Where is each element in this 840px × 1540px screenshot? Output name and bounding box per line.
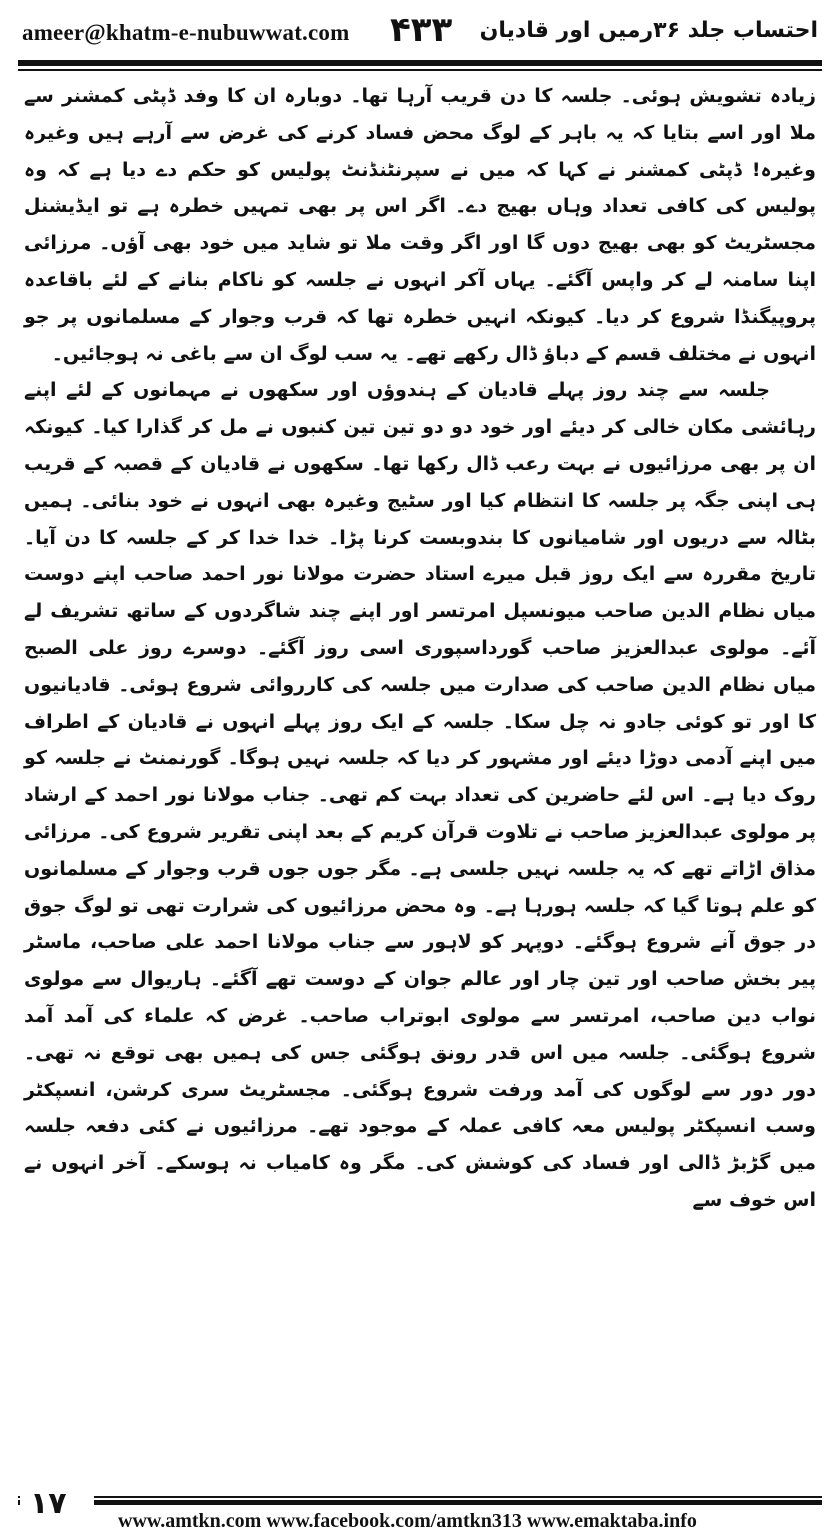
- page-header: [18, 8, 822, 56]
- body-text: [24, 78, 816, 1219]
- paragraph-2: جلسہ سے چند روز پہلے قادیان کے ہندوؤں اور سکھوں نے مہمانوں کے لئے اپنے رہائشی مکان خالی کر دیئے اور خود دو دو تین تین کنبوں نے مل کر گذارا کیا۔ کیونکہ ان پر بھی مرزائیوں نے بہت رعب ڈال رکھا تھا۔ سکھوں نے قادیان کے قصبہ کے قریب ہی اپنی جگہ پر جلسہ کا انتظام کیا اور سٹیج وغیرہ بھی انہوں نے خود بنائی۔ ہمیں بٹالہ سے دریوں اور شامیانوں کا بندوبست کرنا پڑا۔ خدا خدا کر کے جلسہ کا دن آیا۔ تاریخ مقررہ سے ایک روز قبل میرے استاد حضرت مولانا نور احمد صاحب اپنے دوست میاں نظام الدین صاحب میونسپل امرتسر اور اپنے چند شاگردوں کے ساتھ تشریف لے آئے۔ مولوی عبدالعزیز صاحب گورداسپوری اسی روز آگئے۔ دوسرے روز علی الصبح میاں نظام الدین صاحب کی صدارت میں جلسہ کی کارروائی شروع ہوئی۔ قادیانیوں کا اور تو کوئی جادو نہ چل سکا۔ جلسہ کے ایک روز پہلے انہوں نے قادیان کے اطراف میں اپنے آدمی دوڑا دیئے اور مشہور کر دیا کہ جلسہ نہیں ہوگا۔ گورنمنٹ نے جلسہ کو روک دیا ہے۔ اس لئے حاضرین کی تعداد بہت کم تھی۔ جناب مولانا نور احمد کے ارشاد پر مولوی عبدالعزیز صاحب نے تلاوت قرآن کریم کے بعد اپنی تقریر شروع کی۔ مرزائی مذاق اڑاتے تھے کہ یہ جلسہ نہیں جلسی ہے۔ مگر جوں جوں قرب وجوار کے مسلمانوں کو علم ہوتا گیا کہ جلسہ ہورہا ہے۔ وہ محض مرزائیوں کی شرارت تھی تو لوگ جوق در جوق آنے شروع ہوگئے۔ دوپہر کو لاہور سے جناب مولانا احمد علی صاحب، ماسٹر پیر بخش صاحب اور تین چار اور عالم جوان کے دوست تھے آگئے۔ ہاریوال سے مولوی نواب دین صاحب، امرتسر سے مولوی ابوتراب صاحب۔ غرض کہ علماء کی آمد آمد شروع ہوگئی۔ جلسہ میں اس قدر رونق ہوگئی جس کی ہمیں بھی توقع نہ تھی۔ دور دور سے لوگوں کی آمد ورفت شروع ہوگئی۔ مجسٹریٹ سری کرشن، انسپکٹر وسب انسپکٹر پولیس معہ کافی عملہ کے موجود تھے۔ مرزائیوں نے کئی دفعہ جلسہ میں گڑبڑ ڈالی اور فساد کی کوشش کی۔ مگر وہ کامیاب نہ ہوسکے۔ آخر انہوں نے اس خوف سے: [24, 379, 816, 1211]
- paragraph-1: زیادہ تشویش ہوئی۔ جلسہ کا دن قریب آرہا تھا۔ دوبارہ ان کا وفد ڈپٹی کمشنر سے ملا اور اسے بتایا کہ یہ باہر کے لوگ محض فساد کرنے کی غرض سے آرہے ہیں وغیرہ وغیرہ! ڈپٹی کمشنر نے کہا کہ میں نے سپرنٹنڈنٹ پولیس کو حکم دے دیا ہے کہ وہ پولیس کی کافی تعداد وہاں بھیج دے۔ اگر اس پر بھی تمہیں خطرہ ہے تو ایڈیشنل مجسٹریٹ کو بھی بھیج دوں گا اور اگر وقت ملا تو شاید میں خود بھی آؤں۔ مرزائی اپنا سامنہ لے کر واپس آگئے۔ یہاں آکر انہوں نے جلسہ کو ناکام بنانے کے لئے باقاعدہ پروپیگنڈا شروع کر دیا۔ کیونکہ انہیں خطرہ تھا کہ قرب وجوار کے مسلمانوں پر جو انہوں نے مختلف قسم کے دباؤ ڈال رکھے تھے۔ یہ سب لوگ ان سے باغی نہ ہوجائیں۔: [24, 85, 816, 365]
- footer-page-number: ۱۷: [30, 1486, 67, 1521]
- header-running-title: احتساب جلد ۳۶رمیں اور قادیان: [479, 18, 818, 43]
- header-rule-thin: [18, 69, 822, 71]
- footer-urls: www.amtkn.com www.facebook.com/amtkn313 www.emaktaba.info: [118, 1510, 697, 1532]
- footer-rule-thick: [18, 1500, 822, 1505]
- header-rule-thick: [18, 60, 822, 66]
- header-email: ameer@khatm-e-nubuwwat.com: [22, 20, 350, 45]
- header-page-number: ۴۳۳: [390, 10, 453, 50]
- footer-rule-thin: [18, 1496, 822, 1498]
